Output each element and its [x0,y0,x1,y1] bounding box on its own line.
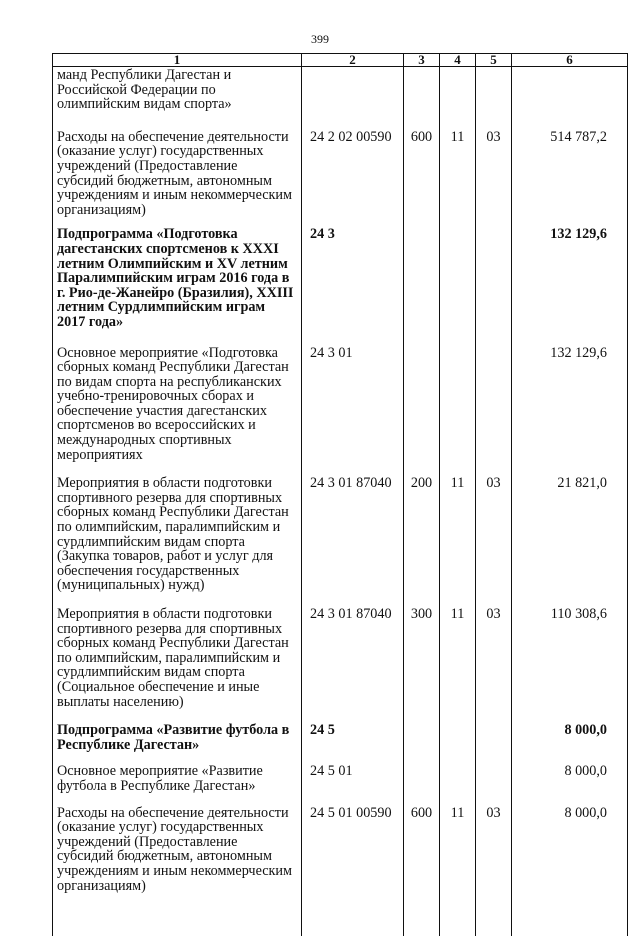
row-column-5: 03 [476,474,512,605]
row-classification-code: 24 3 01 87040 [302,474,404,605]
row-column-5 [476,225,512,343]
table-row [53,225,628,343]
table-row [53,344,628,475]
row-column-4 [440,225,476,343]
column-header-4: 4 [440,54,476,67]
row-column-4 [440,762,476,803]
row-column-5: 03 [476,128,512,226]
row-description: манд Республики Дагестан и Российской Федерации по олимпийским видам спорта» [53,67,302,128]
table-row [53,474,628,605]
row-classification-code: 24 5 01 [302,762,404,803]
page-number: 399 [311,32,329,46]
row-column-3 [404,67,440,128]
row-column-3: 600 [404,128,440,226]
row-amount: 8 000,0 [512,762,628,803]
table-body [53,67,628,936]
row-amount: 132 129,6 [512,225,628,343]
row-amount: 21 821,0 [512,474,628,605]
row-column-3: 300 [404,605,440,721]
table-row [53,762,628,803]
table-row [53,67,628,128]
row-column-3: 200 [404,474,440,605]
row-column-4 [440,67,476,128]
row-description: Расходы на обеспечение деятельности (оказание услуг) государственных учреждений (Предоставление субсидий бюджетным, автономным учреждениям и иным некоммерческим организациям) [53,128,302,226]
row-column-5: 03 [476,804,512,936]
row-amount: 8 000,0 [512,804,628,936]
row-classification-code: 24 2 02 00590 [302,128,404,226]
row-column-3 [404,344,440,475]
column-header-6: 6 [512,54,628,67]
row-amount: 8 000,0 [512,721,628,762]
row-column-5 [476,67,512,128]
row-amount: 110 308,6 [512,605,628,721]
table-row [53,804,628,936]
row-classification-code: 24 3 01 87040 [302,605,404,721]
column-header-5: 5 [476,54,512,67]
row-description: Расходы на обеспечение деятельности (оказание услуг) государственных учреждений (Предоставление субсидий бюджетным, автономным учреждениям и иным некоммерческим организациям) [53,804,302,936]
row-column-5 [476,762,512,803]
row-classification-code: 24 3 [302,225,404,343]
row-description: Мероприятия в области подготовки спортивного резерва для спортивных сборных команд Республики Дагестан по олимпийским, паралимпийским и сурдлимпийским видам спорта (Закупка товаров, работ и услуг для обеспечения государственных (муниципальных) нужд) [53,474,302,605]
row-column-4 [440,721,476,762]
column-header-1: 1 [53,54,302,67]
row-column-4: 11 [440,474,476,605]
row-column-3 [404,762,440,803]
table-row [53,721,628,762]
column-header-2: 2 [302,54,404,67]
row-column-4: 11 [440,128,476,226]
row-column-5: 03 [476,605,512,721]
row-column-3 [404,225,440,343]
row-amount: 514 787,2 [512,128,628,226]
row-column-4: 11 [440,605,476,721]
row-description: Основное мероприятие «Развитие футбола в Республике Дагестан» [53,762,302,803]
column-header-3: 3 [404,54,440,67]
row-column-5 [476,721,512,762]
row-column-3: 600 [404,804,440,936]
table-row [53,128,628,226]
row-description: Основное мероприятие «Подготовка сборных команд Республики Дагестан по видам спорта на республиканских учебно-тренировочных сборах и обеспечение участия дагестанских спортсменов во всероссийских и международных спортивных мероприятиях [53,344,302,475]
row-classification-code [302,67,404,128]
table-row [53,605,628,721]
row-column-4 [440,344,476,475]
row-classification-code: 24 5 01 00590 [302,804,404,936]
row-description: Подпрограмма «Подготовка дагестанских спортсменов к XXXI летним Олимпийским и XV летним Паралимпийским играм 2016 года в г. Рио-де-Жанейро (Бразилия), XXIII летним Сурдлимпийским играм 2017 года» [53,225,302,343]
row-description: Подпрограмма «Развитие футбола в Республике Дагестан» [53,721,302,762]
row-amount [512,67,628,128]
row-classification-code: 24 5 [302,721,404,762]
budget-table [52,53,628,936]
row-amount: 132 129,6 [512,344,628,475]
row-column-5 [476,344,512,475]
row-column-3 [404,721,440,762]
row-column-4: 11 [440,804,476,936]
table-header-row [53,54,628,67]
row-description: Мероприятия в области подготовки спортивного резерва для спортивных сборных команд Республики Дагестан по олимпийским, паралимпийским и сурдлимпийским видам спорта (Социальное обеспечение и иные выплаты населению) [53,605,302,721]
row-classification-code: 24 3 01 [302,344,404,475]
